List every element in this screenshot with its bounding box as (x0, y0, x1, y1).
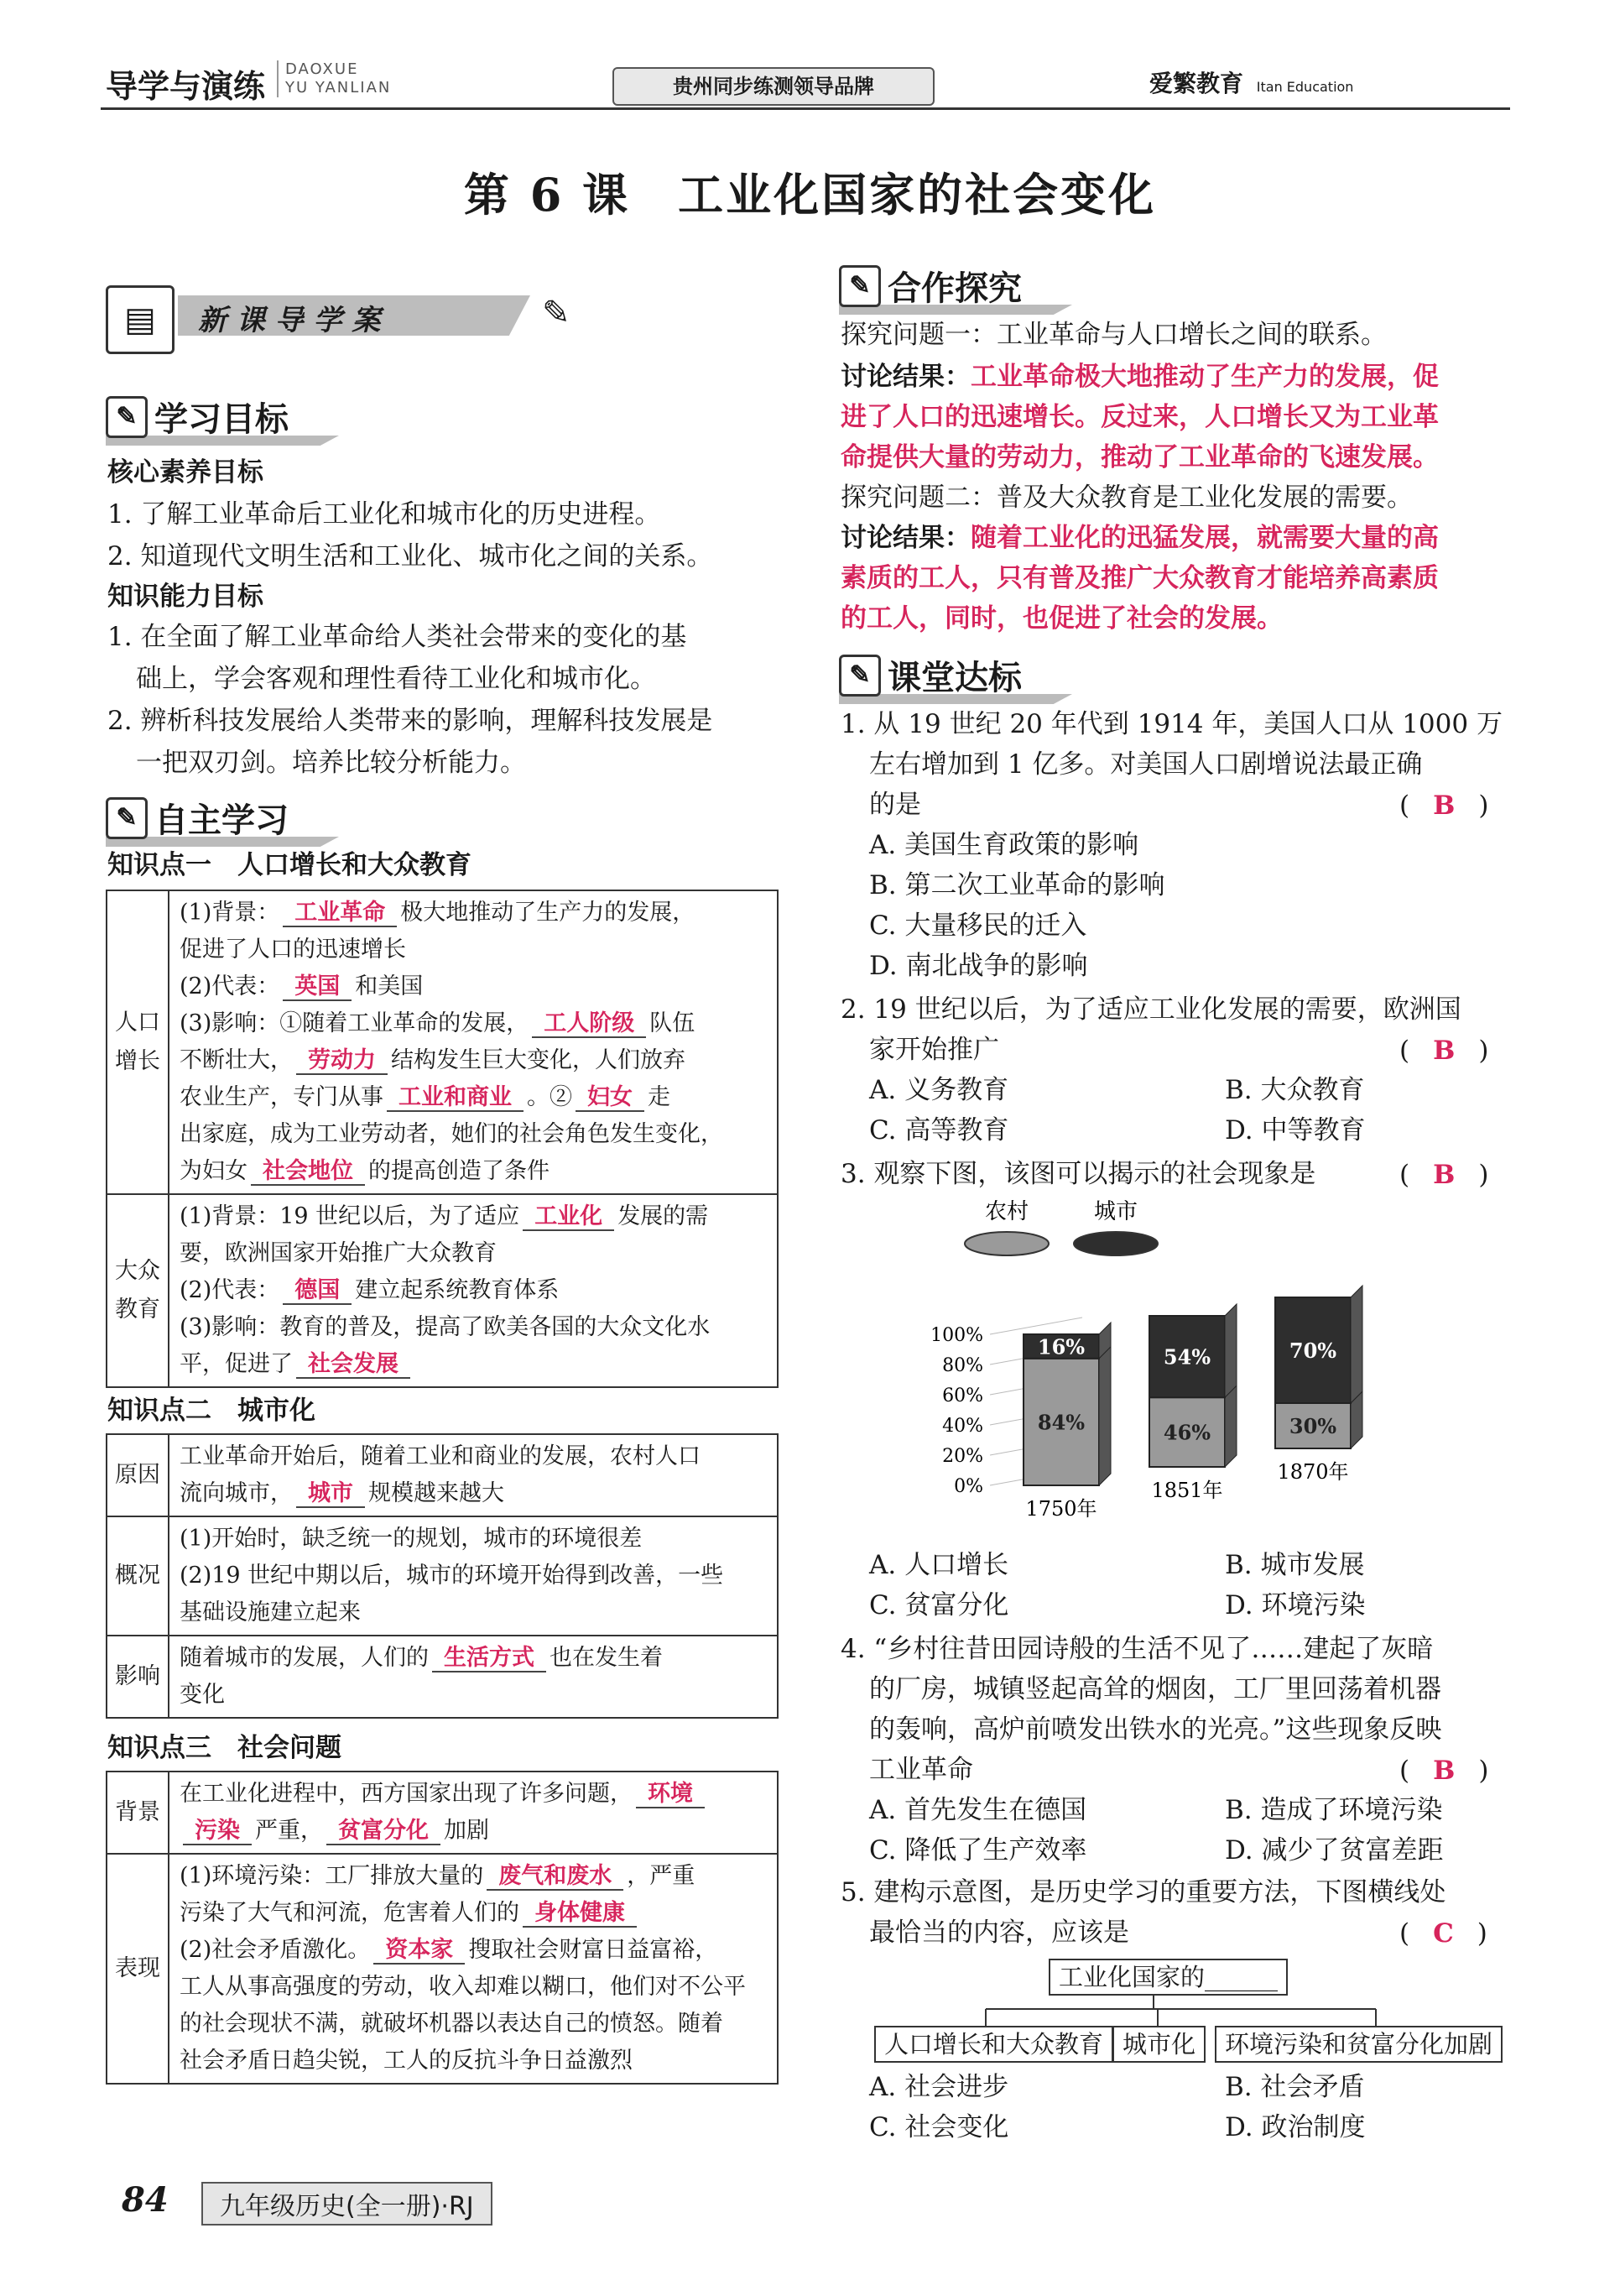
legend-label: 农村 (984, 1200, 1029, 1224)
table-row: 影响 随着城市的发展，人们的 生活方式 也在发生着 变化 (107, 1636, 778, 1718)
header-brand: 爱繁教育 Itan Education (1149, 70, 1354, 97)
row-header: 影响 (107, 1636, 169, 1718)
question-2: 2. 19 世纪以后，为了适应工业化发展的需要，欧洲国 (841, 994, 1461, 1025)
table-row: 人口增长 (1)背景： 工业革命 极大地推动了生产力的发展， 促进了人口的迅速增长 (2)代表： 英国 和美国 (3)影响：①随着工业革命的发展， 工人阶级 队伍 不断壮大， 劳动力 结构发生巨大变化，人们放弃 农业生产，专门从事 工业和商业 。② 妇女 走 出家庭，成为工业劳动者，她们的社会角色发生变化， 为妇女 社会地位 的提高创造了条件 (107, 890, 778, 1194)
y-tick-label: 20% (942, 1446, 983, 1467)
legend-swatch (1074, 1232, 1158, 1255)
page-number: 84 (122, 2180, 169, 2220)
question-1-line: 左右增加到 1 亿多。对美国人口剧增说法最正确 (869, 749, 1423, 780)
grid-line (990, 1318, 1082, 1334)
header-pinyin: DAOXUE YU YANLIAN (277, 60, 391, 97)
table-row: 大众教育 (1)背景：19 世纪以后，为了适应 工业化 发展的需 要，欧洲国家开始推广大众教育 (2)代表： 德国 建立起系统教育体系 (3)影响：教育的普及，提高了欧美各国的大众文化水 平，促进了 社会发展 (107, 1194, 778, 1387)
option: A. 美国生育政策的影响 (869, 830, 1139, 860)
bar-value-label: 30% (1289, 1414, 1337, 1438)
new-lesson-banner: ▤ 新 课 导 学 案 ✎ (106, 285, 626, 349)
table-row: 背景 在工业化进程中，西方国家出现了许多问题， 环境 污染 严重， 贫富分化 加剧 (107, 1772, 778, 1854)
y-tick-label: 100% (930, 1325, 983, 1346)
diagram-connectors (873, 1994, 1510, 2027)
option: C. 大量移民的迁入 (869, 911, 1087, 941)
x-tick-label: 1851年 (1151, 1479, 1223, 1502)
question-4-line: 的轰响，高炉前喷发出铁水的光亮。”这些现象反映 (869, 1714, 1442, 1745)
question-4-line: 工业革命 (869, 1755, 973, 1785)
knowledge-table-3 (106, 1771, 779, 2085)
option: C. 降低了生产效率 (869, 1835, 1087, 1866)
coop-result-1-line: 命提供大量的劳动力，推动了工业革命的飞速发展。 (841, 442, 1439, 472)
row-header: 表现 (107, 1854, 169, 2084)
y-tick-label: 0% (954, 1476, 983, 1497)
option: B. 造成了环境污染 (1225, 1795, 1443, 1825)
question-4: 4. “乡村往昔田园诗般的生活不见了……建起了灰暗 (841, 1634, 1434, 1664)
coop-result-2-line: 素质的工人，只有普及推广大众教育才能培养高素质 (841, 563, 1439, 593)
option: B. 社会矛盾 (1225, 2072, 1365, 2102)
lesson-title: 第 6 课 工业化国家的社会变化 (463, 168, 1157, 222)
header-divider (101, 107, 1510, 110)
pencil-icon: ✎ (106, 797, 148, 839)
bar-value-label: 54% (1163, 1344, 1211, 1370)
bar-value-label: 16% (1037, 1334, 1086, 1359)
option: D. 环境污染 (1225, 1590, 1366, 1620)
option: C. 高等教育 (869, 1115, 1009, 1145)
row-header: 背景 (107, 1772, 169, 1854)
option: B. 第二次工业革命的影响 (869, 870, 1165, 900)
option: C. 贫富分化 (869, 1590, 1009, 1620)
self-study-heading: ✎ 自主学习 (106, 794, 289, 842)
pencil-icon: ✎ (106, 396, 148, 438)
pencil-icon: ✎ (839, 265, 881, 307)
answer-paren: ( B ) (1399, 1756, 1489, 1786)
option: A. 义务教育 (869, 1075, 1009, 1105)
question-1: 1. 从 19 世纪 20 年代到 1914 年，美国人口从 1000 万 (841, 709, 1503, 739)
option: D. 南北战争的影响 (869, 951, 1088, 981)
x-tick-label: 1870年 (1277, 1460, 1349, 1484)
bar-value-label: 70% (1289, 1338, 1337, 1363)
option: D. 中等教育 (1225, 1115, 1366, 1145)
legend-label: 城市 (1093, 1200, 1138, 1224)
ability-goal: 2. 辨析科技发展给人类带来的影响，理解科技发展是 (107, 706, 713, 736)
legend-swatch (965, 1232, 1049, 1255)
pencil-icon: ✎ (839, 655, 881, 697)
quiz-heading: ✎ 课堂达标 (839, 651, 1022, 699)
core-goal: 2. 知道现代文明生活和工业化、城市化之间的关系。 (107, 541, 713, 571)
knowledge-point-3-title: 知识点三 社会问题 (107, 1733, 341, 1763)
bar-side (1351, 1286, 1362, 1403)
table-row: 原因 工业革命开始后，随着工业和商业的发展，农村人口 流向城市， 城市 规模越来越大 (107, 1434, 778, 1516)
table-row: 概况 (1)开始时，缺乏统一的规划，城市的环境很差 (2)19 世纪中期以后，城市的环境开始得到改善，一些 基础设施建立起来 (107, 1516, 778, 1636)
y-tick-label: 80% (942, 1355, 983, 1376)
row-header: 大众教育 (107, 1194, 169, 1387)
bar-value-label: 84% (1037, 1410, 1086, 1435)
row-header: 原因 (107, 1434, 169, 1516)
diagram-child-box: 城市化 (1112, 2026, 1206, 2063)
bar-side (1099, 1347, 1111, 1485)
option: A. 首先发生在德国 (869, 1795, 1087, 1825)
book-icon: ▤ (106, 285, 175, 354)
x-tick-label: 1750年 (1025, 1497, 1097, 1521)
coop-heading: ✎ 合作探究 (839, 262, 1022, 310)
ability-goal: 一把双刃剑。培养比较分析能力。 (136, 748, 526, 778)
diagram-child-box: 人口增长和大众教育 (874, 2026, 1113, 2063)
row-header: 概况 (107, 1516, 169, 1636)
knowledge-table-1 (106, 890, 779, 1388)
row-header: 人口增长 (107, 890, 169, 1194)
option: B. 大众教育 (1225, 1075, 1365, 1105)
question-3: 3. 观察下图，该图可以揭示的社会现象是 (841, 1159, 1316, 1189)
coop-result-2: 讨论结果：随着工业化的迅猛发展，就需要大量的高 (841, 523, 1439, 553)
question-5-line: 最恰当的内容，应该是 (869, 1918, 1129, 1948)
option: D. 减少了贫富差距 (1225, 1835, 1444, 1866)
core-goals-title: 核心素养目标 (107, 457, 263, 488)
coop-question-1: 探究问题一：工业革命与人口增长之间的联系。 (841, 320, 1387, 350)
y-tick-label: 60% (942, 1385, 983, 1406)
answer-paren: ( C ) (1399, 1918, 1487, 1949)
population-chart (923, 1200, 1443, 1536)
option: A. 人口增长 (869, 1550, 1009, 1580)
question-5: 5. 建构示意图，是历史学习的重要方法，下图横线处 (841, 1877, 1446, 1907)
y-tick-label: 40% (942, 1416, 983, 1437)
question-1-line: 的是 (869, 790, 921, 820)
option: D. 政治制度 (1225, 2112, 1366, 2142)
coop-result-2-line: 的工人，同时，也促进了社会的发展。 (841, 603, 1283, 634)
goals-heading: ✎ 学习目标 (106, 393, 289, 441)
diagram-child-box: 环境污染和贫富分化加剧 (1215, 2026, 1503, 2063)
answer-paren: ( B ) (1399, 1036, 1489, 1066)
answer-paren: ( B ) (1399, 1160, 1489, 1190)
bar-side (1225, 1385, 1237, 1467)
ability-goals-title: 知识能力目标 (107, 582, 263, 612)
option: B. 城市发展 (1225, 1550, 1365, 1580)
option: A. 社会进步 (869, 2072, 1009, 2102)
knowledge-table-2 (106, 1433, 779, 1719)
question-4-line: 的厂房，城镇竖起高耸的烟囱，工厂里回荡着机器 (869, 1674, 1441, 1704)
coop-result-1: 讨论结果：工业革命极大地推动了生产力的发展，促 (841, 362, 1439, 392)
option: C. 社会变化 (869, 2112, 1009, 2142)
answer-paren: ( B ) (1399, 791, 1489, 821)
coop-result-1-line: 进了人口的迅速增长。反过来，人口增长又为工业革 (841, 402, 1439, 432)
header-series-name: 导学与演练 (106, 68, 266, 105)
ability-goal: 1. 在全面了解工业革命给人类社会带来的变化的基 (107, 622, 687, 652)
knowledge-point-2-title: 知识点二 城市化 (107, 1396, 315, 1426)
question-2-line: 家开始推广 (869, 1035, 999, 1065)
header-banner: 贵州同步练测领导品牌 (612, 67, 935, 106)
diagram-root-box: 工业化国家的______ (1049, 1959, 1288, 1996)
bar-value-label: 46% (1163, 1420, 1211, 1445)
core-goal: 1. 了解工业革命后工业化和城市化的历史进程。 (107, 499, 661, 530)
pencil-icon: ✎ (542, 294, 570, 332)
bar-side (1225, 1304, 1237, 1397)
knowledge-point-1-title: 知识点一 人口增长和大众教育 (107, 850, 471, 880)
ability-goal: 础上，学会客观和理性看待工业化和城市化。 (136, 664, 656, 694)
book-title: 九年级历史(全一册)·RJ (201, 2182, 492, 2226)
coop-question-2: 探究问题二：普及大众教育是工业化发展的需要。 (841, 483, 1413, 513)
table-row: 表现 (1)环境污染：工厂排放大量的 废气和废水 ，严重 污染了大气和河流，危害着人们的 身体健康 (2)社会矛盾激化。 资本家 搜取社会财富日益富裕， 工人从事高强度的劳动，收入却难以糊口，他们对不公平 的社会现状不满，就破坏机器以表达自己的愤怒。随着 社会矛盾日趋尖锐，工人的反抗斗争日益激烈 (107, 1854, 778, 2084)
